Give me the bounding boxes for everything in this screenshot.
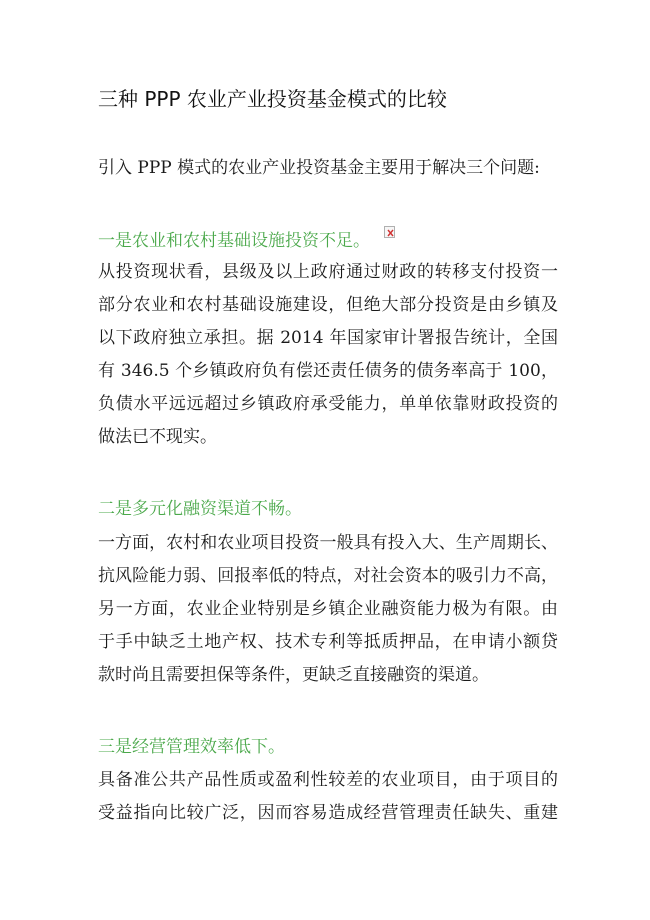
broken-image-icon	[384, 226, 395, 238]
body-line: 以下政府独立承担。据 2014 年国家审计署报告统计，全国	[98, 328, 558, 348]
body-line: 有 346.5 个乡镇政府负有偿还责任债务的债务率高于 100，	[98, 361, 558, 381]
section-heading-1: 一是农业和农村基础设施投资不足。	[98, 231, 370, 251]
body-line: 抗风险能力弱、回报率低的特点，对社会资本的吸引力不高，	[98, 566, 558, 586]
body-line: 从投资现状看，县级及以上政府通过财政的转移支付投资一	[98, 262, 558, 282]
section-heading-3: 三是经营管理效率低下。	[98, 737, 285, 757]
intro-paragraph: 引入 PPP 模式的农业产业投资基金主要用于解决三个问题:	[98, 158, 540, 178]
body-line: 一方面，农村和农业项目投资一般具有投入大、生产周期长、	[98, 533, 558, 553]
section-body-1	[98, 256, 558, 454]
section-body-3	[98, 764, 558, 830]
document-title: 三种 PPP 农业产业投资基金模式的比较	[98, 87, 447, 111]
body-line: 具备准公共产品性质或盈利性较差的农业项目，由于项目的	[98, 770, 558, 790]
body-line: 受益指向比较广泛，因而容易造成经营管理责任缺失、重建	[98, 803, 558, 823]
body-line: 负债水平远远超过乡镇政府承受能力，单单依靠财政投资的	[98, 394, 558, 414]
section-body-2	[98, 527, 558, 692]
body-line: 部分农业和农村基础设施建设，但绝大部分投资是由乡镇及	[98, 295, 558, 315]
body-line: 于手中缺乏土地产权、技术专利等抵质押品，在申请小额贷	[98, 632, 558, 652]
body-line: 做法已不现实。	[98, 427, 217, 447]
body-line: 另一方面，农业企业特别是乡镇企业融资能力极为有限。由	[98, 599, 558, 619]
section-heading-2: 二是多元化融资渠道不畅。	[98, 499, 302, 519]
body-line: 款时尚且需要担保等条件，更缺乏直接融资的渠道。	[98, 665, 489, 685]
